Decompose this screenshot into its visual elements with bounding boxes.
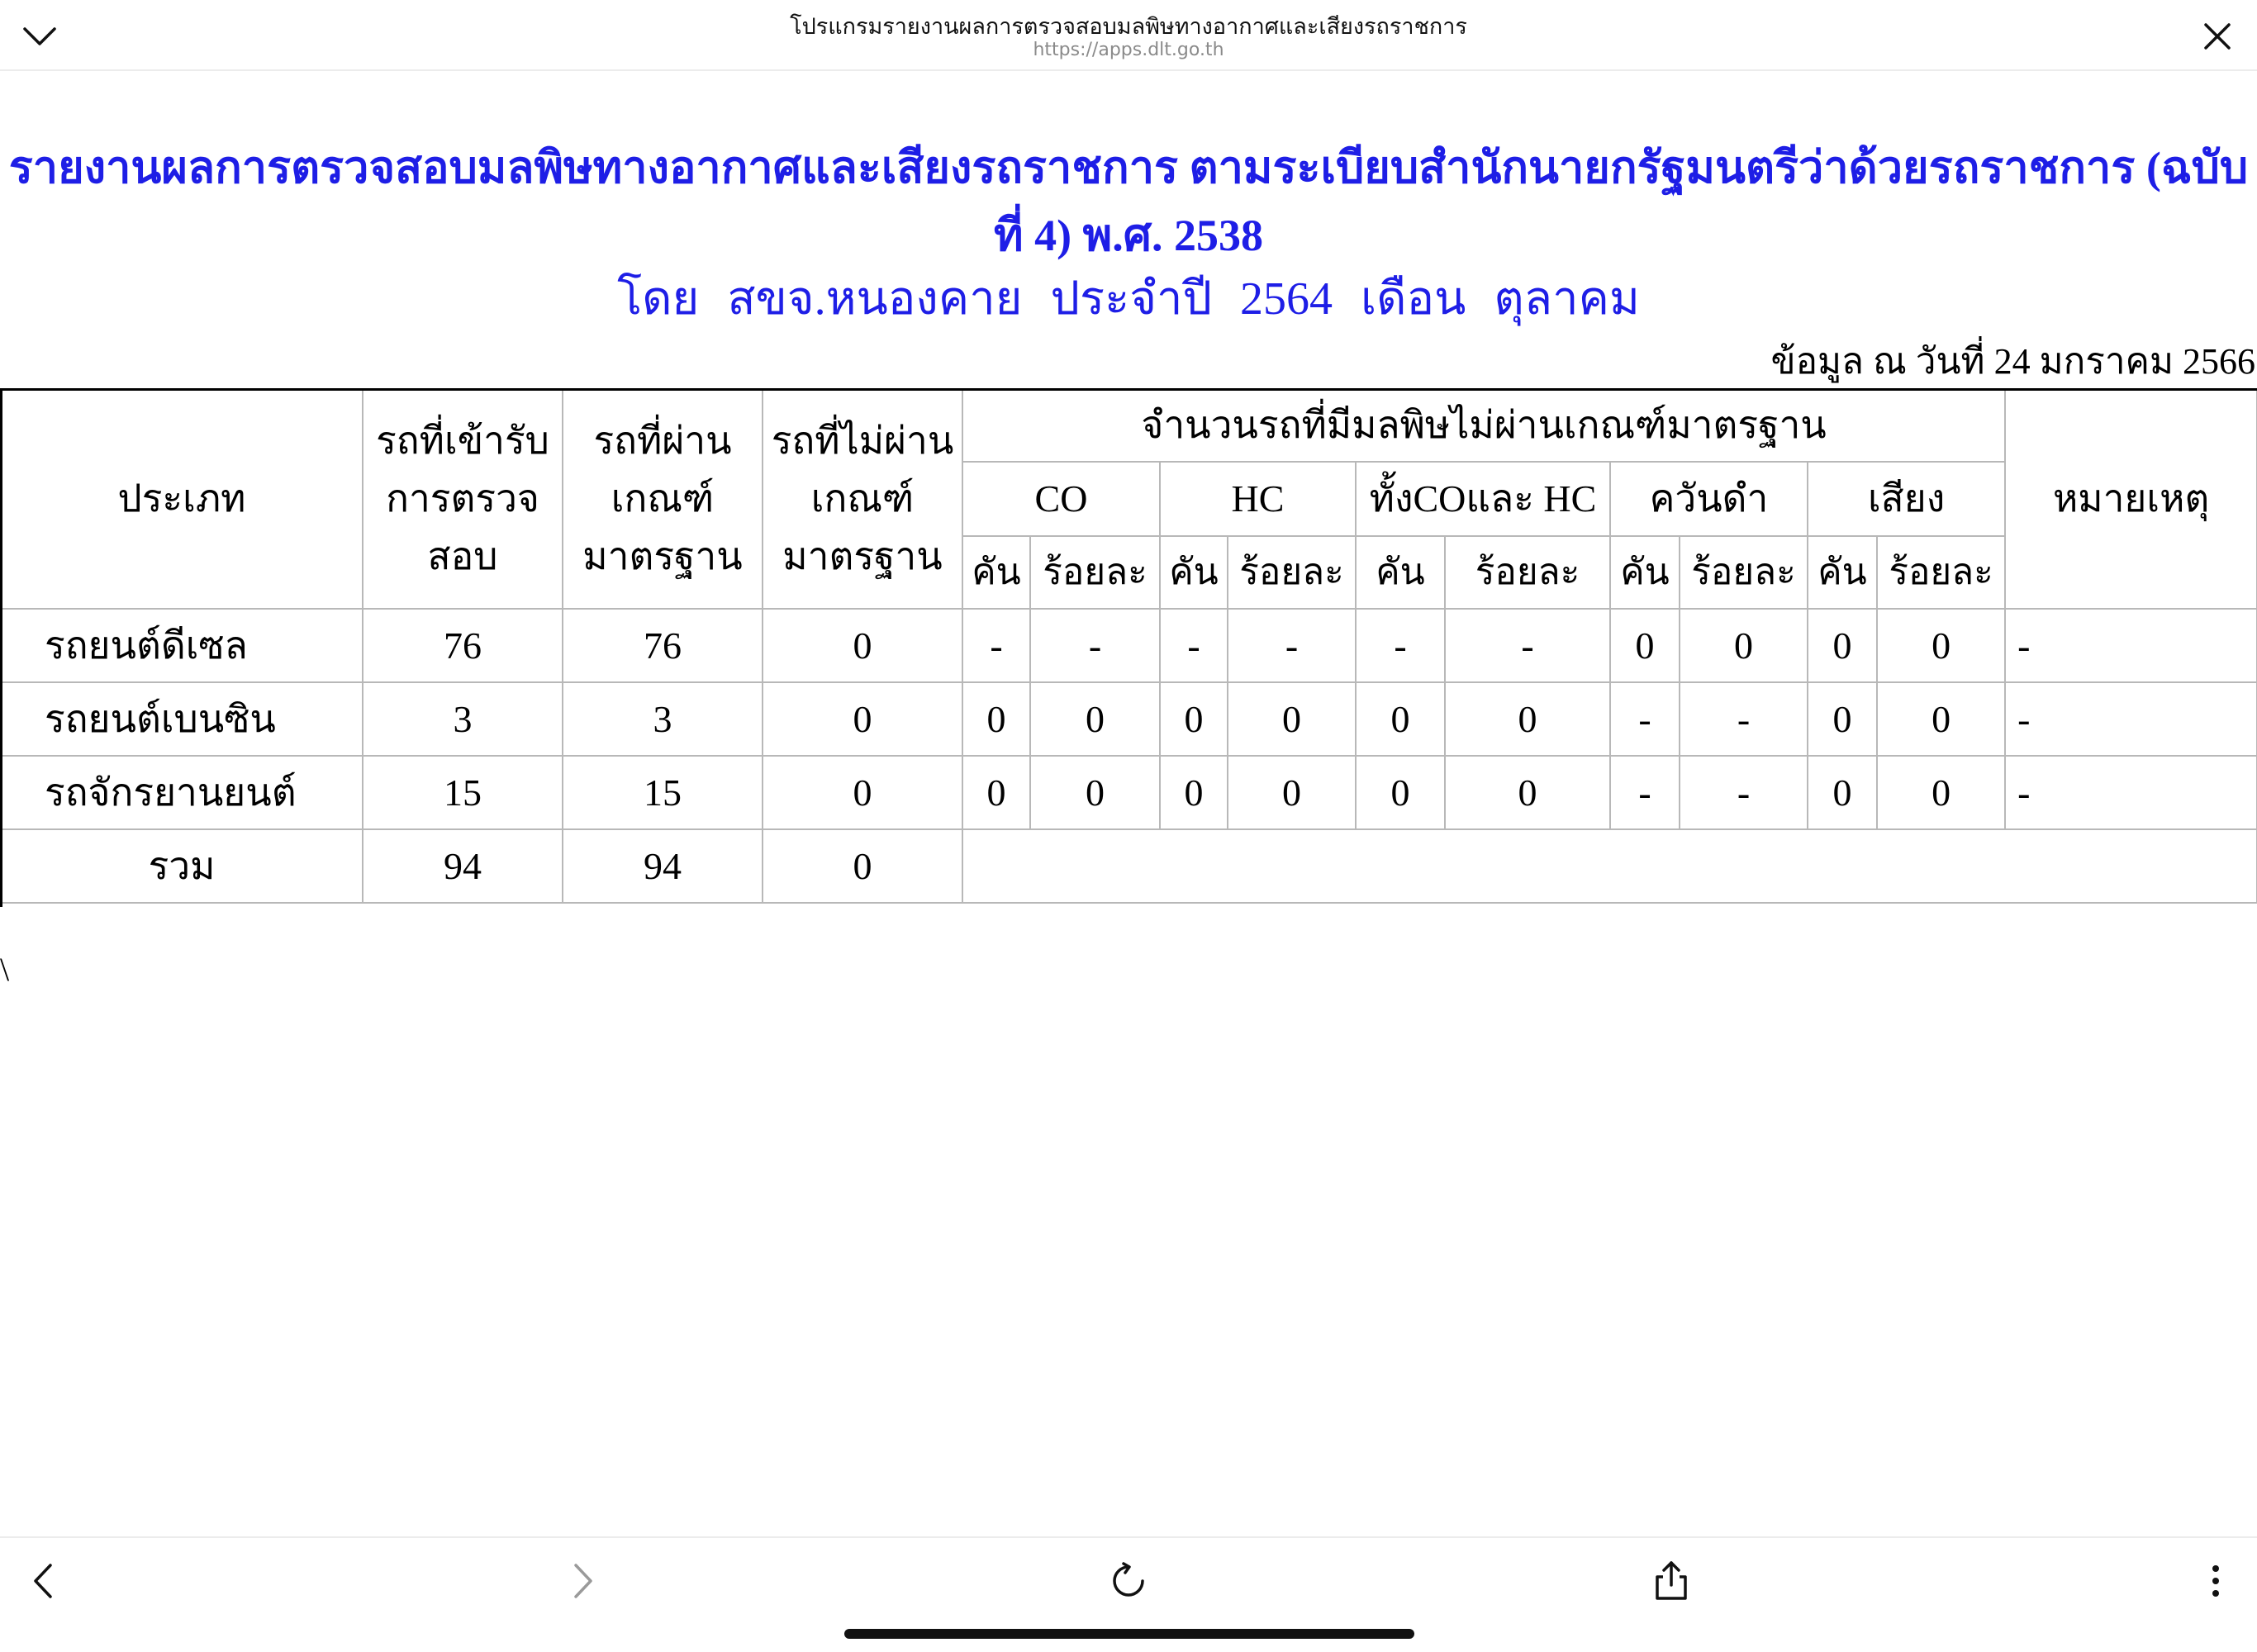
cell-noise-percent: 0 xyxy=(1877,682,2005,756)
share-icon[interactable] xyxy=(1646,1556,1696,1606)
cell-noise-percent: 0 xyxy=(1877,609,2005,682)
report-subheading: โดย สขจ.หนองคาย ประจำปี 2564 เดือน ตุลาคม xyxy=(617,273,1640,325)
cell-total-empty xyxy=(962,829,2257,903)
total-row xyxy=(1,829,2257,903)
more-vertical-icon[interactable] xyxy=(2191,1556,2240,1606)
table-row xyxy=(1,609,2257,682)
reload-icon[interactable] xyxy=(1104,1556,1153,1606)
header-passed: รถที่ผ่านเกณฑ์มาตรฐาน xyxy=(563,389,763,609)
cell-cohc-percent: 0 xyxy=(1445,682,1610,756)
cell-total-passed: 94 xyxy=(563,829,763,903)
chevron-right-icon[interactable] xyxy=(558,1556,608,1606)
header-failed: รถที่ไม่ผ่านเกณฑ์มาตรฐาน xyxy=(763,389,962,609)
cell-cohc-percent: - xyxy=(1445,609,1610,682)
page-title: โปรแกรมรายงานผลการตรวจสอบมลพิษทางอากาศและเสียงรถราชการ xyxy=(790,14,1467,40)
header-smoke-percent: ร้อยละ xyxy=(1680,536,1808,609)
cell-remark: - xyxy=(2005,609,2257,682)
header-hc: HC xyxy=(1160,462,1356,536)
cell-passed: 3 xyxy=(563,682,763,756)
header-co: CO xyxy=(962,462,1160,536)
report-table xyxy=(0,388,2257,904)
cell-smoke-units: - xyxy=(1610,756,1680,829)
cell-total-label: รวม xyxy=(1,829,363,903)
header-co-units: คัน xyxy=(962,536,1030,609)
cell-passed: 15 xyxy=(563,756,763,829)
table-row xyxy=(1,682,2257,756)
cell-cohc-units: 0 xyxy=(1356,682,1445,756)
cell-hc-percent: - xyxy=(1228,609,1356,682)
cell-co-units: - xyxy=(962,609,1030,682)
cell-type: รถยนต์ดีเซล xyxy=(1,609,363,682)
cell-type: รถยนต์เบนซิน xyxy=(1,682,363,756)
browser-top-bar xyxy=(0,0,2257,71)
as-of-date: ข้อมูล ณ วันที่ 24 มกราคม 2566 xyxy=(1770,341,2255,382)
cell-passed: 76 xyxy=(563,609,763,682)
cell-co-percent: 0 xyxy=(1030,682,1160,756)
cell-smoke-percent: 0 xyxy=(1680,609,1808,682)
header-noise-percent: ร้อยละ xyxy=(1877,536,2005,609)
cell-noise-units: 0 xyxy=(1808,682,1877,756)
header-hc-units: คัน xyxy=(1160,536,1228,609)
header-co-percent: ร้อยละ xyxy=(1030,536,1160,609)
cell-co-units: 0 xyxy=(962,682,1030,756)
cell-cohc-percent: 0 xyxy=(1445,756,1610,829)
cell-smoke-percent: - xyxy=(1680,756,1808,829)
cell-co-percent: 0 xyxy=(1030,756,1160,829)
header-hc-percent: ร้อยละ xyxy=(1228,536,1356,609)
cell-inspected: 3 xyxy=(363,682,563,756)
header-pollution-group: จำนวนรถที่มีมลพิษไม่ผ่านเกณฑ์มาตรฐาน xyxy=(962,389,2005,462)
header-type: ประเภท xyxy=(1,389,363,609)
cell-inspected: 15 xyxy=(363,756,563,829)
cell-smoke-units: - xyxy=(1610,682,1680,756)
header-remark: หมายเหตุ xyxy=(2005,389,2257,609)
header-smoke-units: คัน xyxy=(1610,536,1680,609)
header-noise: เสียง xyxy=(1808,462,2005,536)
trailing-text: \ xyxy=(0,951,10,988)
page-url: https://apps.dlt.go.th xyxy=(1033,40,1224,60)
cell-noise-units: 0 xyxy=(1808,609,1877,682)
cell-co-percent: - xyxy=(1030,609,1160,682)
cell-hc-units: 0 xyxy=(1160,756,1228,829)
cell-smoke-percent: - xyxy=(1680,682,1808,756)
cell-cohc-units: - xyxy=(1356,609,1445,682)
cell-failed: 0 xyxy=(763,756,962,829)
cell-hc-percent: 0 xyxy=(1228,682,1356,756)
cell-noise-units: 0 xyxy=(1808,756,1877,829)
header-cohc-units: คัน xyxy=(1356,536,1445,609)
close-icon[interactable] xyxy=(2196,15,2239,58)
cell-failed: 0 xyxy=(763,682,962,756)
cell-noise-percent: 0 xyxy=(1877,756,2005,829)
cell-smoke-units: 0 xyxy=(1610,609,1680,682)
cell-failed: 0 xyxy=(763,609,962,682)
cell-total-inspected: 94 xyxy=(363,829,563,903)
header-inspected: รถที่เข้ารับการตรวจสอบ xyxy=(363,389,563,609)
cell-hc-units: - xyxy=(1160,609,1228,682)
cell-co-units: 0 xyxy=(962,756,1030,829)
table-row xyxy=(1,756,2257,829)
cell-hc-percent: 0 xyxy=(1228,756,1356,829)
cell-hc-units: 0 xyxy=(1160,682,1228,756)
cell-inspected: 76 xyxy=(363,609,563,682)
report-heading: รายงานผลการตรวจสอบมลพิษทางอากาศและเสียงรถราชการ ตามระเบียบสำนักนายกรัฐมนตรีว่าด้วยรถราชการ (ฉบับที่ 4) พ.ศ. 2538 xyxy=(8,143,2249,260)
cell-cohc-units: 0 xyxy=(1356,756,1445,829)
header-cohc-percent: ร้อยละ xyxy=(1445,536,1610,609)
cell-total-failed: 0 xyxy=(763,829,962,903)
cell-remark: - xyxy=(2005,756,2257,829)
header-co-hc: ทั้งCOและ HC xyxy=(1356,462,1610,536)
chevron-left-icon[interactable] xyxy=(18,1556,68,1606)
header-smoke: ควันดำ xyxy=(1610,462,1808,536)
header-row-1 xyxy=(1,389,2257,462)
home-indicator[interactable] xyxy=(844,1629,1414,1639)
cell-remark: - xyxy=(2005,682,2257,756)
header-noise-units: คัน xyxy=(1808,536,1877,609)
cell-type: รถจักรยานยนต์ xyxy=(1,756,363,829)
